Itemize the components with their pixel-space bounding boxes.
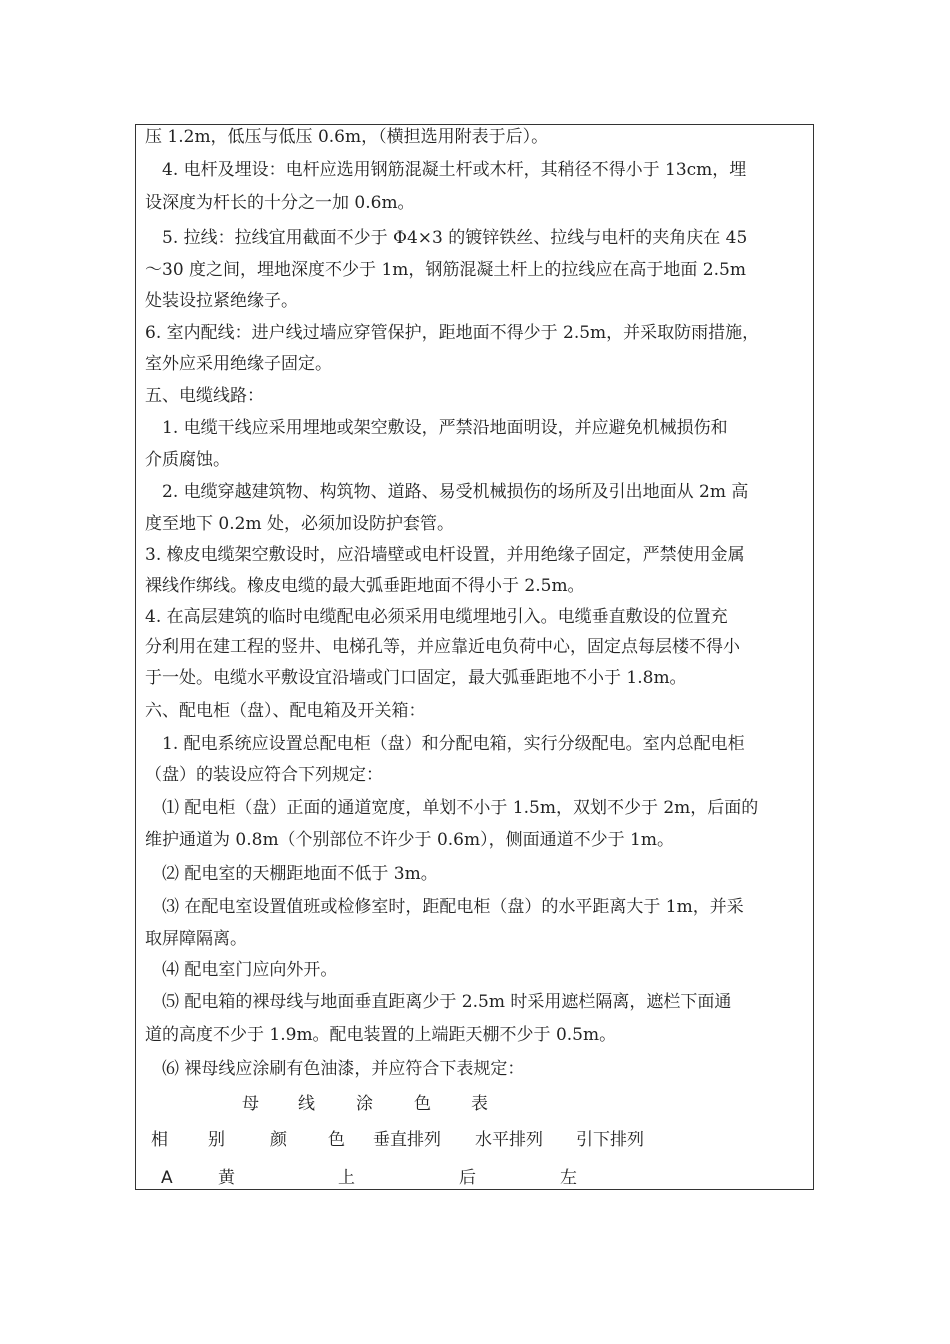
text-line: 压 1.2m，低压与低压 0.6m，（横担选用附表于后）。	[145, 127, 549, 147]
text-line: 度至地下 0.2m 处，必须加设防护套管。	[145, 514, 454, 534]
text-line: 5. 拉线：拉线宜用截面不少于 Φ4×3 的镀锌铁丝、拉线与电杆的夹角庆在 45	[145, 228, 748, 248]
table-header: 颜	[270, 1130, 287, 1150]
text-line: 道的高度不少于 1.9m。配电装置的上端距天棚不少于 0.5m。	[145, 1025, 617, 1045]
table-header: 相	[151, 1130, 168, 1150]
text-line: 1. 电缆干线应采用埋地或架空敷设，严禁沿地面明设，并应避免机械损伤和	[145, 418, 728, 438]
text-line: 处装设拉紧绝缘子。	[145, 291, 298, 311]
text-line: ⑸ 配电箱的裸母线与地面垂直距离少于 2.5m 时采用遮栏隔离，遮栏下面通	[145, 992, 732, 1012]
text-line: 分利用在建工程的竖井、电梯孔等，并应靠近电负荷中心，固定点每层楼不得小	[145, 637, 740, 657]
text-line: 取屏障隔离。	[145, 929, 247, 949]
table-title-char: 色	[414, 1094, 431, 1114]
text-line: 于一处。电缆水平敷设宜沿墙或门口固定，最大弧垂距地不小于 1.8m。	[145, 668, 687, 688]
table-title-char: 母	[242, 1094, 259, 1114]
table-header: 别	[208, 1130, 225, 1150]
text-line: 3. 橡皮电缆架空敷设时，应沿墙壁或电杆设置，并用绝缘子固定，严禁使用金属	[145, 545, 745, 565]
table-cell: 左	[560, 1168, 577, 1188]
table-cell: A	[161, 1168, 173, 1188]
table-header: 引下排列	[576, 1130, 644, 1150]
text-line: 4. 在高层建筑的临时电缆配电必须采用电缆埋地引入。电缆垂直敷设的位置充	[145, 607, 728, 627]
table-title-char: 线	[298, 1094, 315, 1114]
table-cell: 后	[459, 1168, 476, 1188]
text-line: ～30 度之间，埋地深度不少于 1m，钢筋混凝土杆上的拉线应在高于地面 2.5m	[145, 260, 746, 280]
text-line: 设深度为杆长的十分之一加 0.6m。	[145, 193, 415, 213]
table-header: 色	[328, 1130, 345, 1150]
section-heading: 五、电缆线路：	[145, 386, 264, 406]
text-line: 2. 电缆穿越建筑物、构筑物、道路、易受机械损伤的场所及引出地面从 2m 高	[145, 482, 749, 502]
text-line: 裸线作绑线。橡皮电缆的最大弧垂距地面不得小于 2.5m。	[145, 576, 585, 596]
text-line: ⑴ 配电柜（盘）正面的通道宽度，单划不小于 1.5m，双划不少于 2m，后面的	[145, 798, 759, 818]
text-line: （盘）的装设应符合下列规定：	[145, 765, 383, 785]
text-line: ⑷ 配电室门应向外开。	[145, 960, 338, 980]
text-line: 4. 电杆及埋设：电杆应选用钢筋混凝土杆或木杆，其稍径不得小于 13cm，埋	[145, 160, 747, 180]
text-line: 6. 室内配线：进户线过墙应穿管保护，距地面不得少于 2.5m，并采取防雨措施，	[145, 323, 760, 343]
table-header: 垂直排列	[373, 1130, 441, 1150]
text-line: 维护通道为 0.8m（个别部位不许少于 0.6m），侧面通道不少于 1m。	[145, 830, 674, 850]
text-line: ⑶ 在配电室设置值班或检修室时，距配电柜（盘）的水平距离大于 1m，并采	[145, 897, 744, 917]
table-title-char: 表	[471, 1094, 488, 1114]
text-line: ⑹ 裸母线应涂刷有色油漆，并应符合下表规定：	[145, 1059, 525, 1079]
table-header: 水平排列	[475, 1130, 543, 1150]
section-heading: 六、配电柜（盘）、配电箱及开关箱：	[145, 701, 426, 721]
text-line: 室外应采用绝缘子固定。	[145, 354, 332, 374]
text-line: 介质腐蚀。	[145, 450, 230, 470]
table-cell: 上	[338, 1168, 355, 1188]
text-line: ⑵ 配电室的天棚距地面不低于 3m。	[145, 864, 438, 884]
text-line: 1. 配电系统应设置总配电柜（盘）和分配电箱，实行分级配电。室内总配电柜	[145, 734, 745, 754]
table-cell: 黄	[218, 1168, 235, 1188]
table-title-char: 涂	[356, 1094, 373, 1114]
